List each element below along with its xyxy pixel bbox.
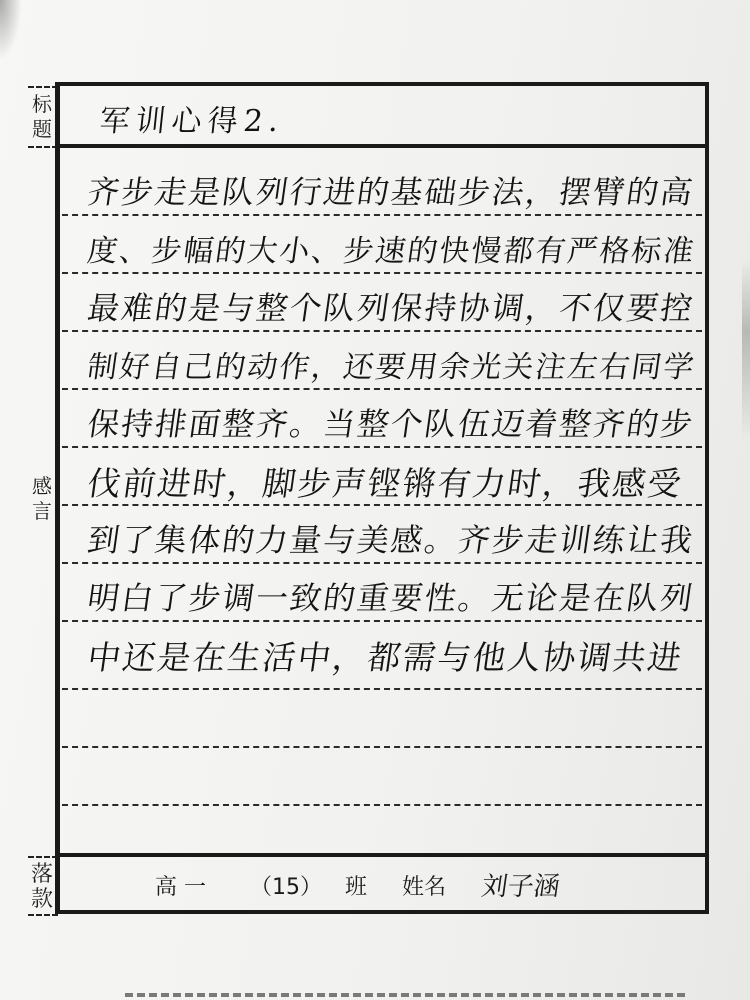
- handwritten-line-5: 保持排面整齐。当整个队伍迈着整齐的步: [85, 407, 697, 443]
- handwritten-line-4: 制好自己的动作，还要用余光关注左右同学: [85, 350, 698, 385]
- writing-line: [62, 620, 702, 622]
- signoff-class-label: 班: [345, 875, 368, 900]
- page-edge-shadow: [742, 260, 750, 440]
- side-rule: [28, 856, 58, 858]
- signoff-name: [479, 866, 562, 903]
- label-signoff: 落款: [30, 862, 53, 912]
- writing-line: [62, 214, 702, 216]
- page-bottom-dash: [125, 993, 685, 997]
- label-feelings: 感言: [32, 474, 52, 523]
- side-rule: [28, 86, 58, 88]
- handwritten-line-1: 齐步走是队列行进的基础步法，摆臂的高: [85, 175, 697, 211]
- scan-shadow: [0, 0, 22, 60]
- writing-line: [62, 272, 702, 274]
- label-title: 标题: [32, 92, 52, 141]
- signoff-name-label: 姓名: [402, 875, 447, 900]
- handwritten-line-8: 明白了步调一致的重要性。无论是在队列: [85, 581, 697, 617]
- handwritten-line-3: 最难的是与整个队列保持协调，不仅要控: [85, 291, 697, 327]
- signature-name: 刘子涵: [479, 872, 562, 902]
- writing-line: [62, 804, 702, 806]
- side-rule: [28, 146, 58, 148]
- essay-title: 军训心得2.: [97, 104, 287, 139]
- handwritten-line-6: 伐前进时，脚步声铿锵有力时，我感受: [84, 464, 686, 503]
- writing-line: [62, 746, 702, 748]
- side-rule: [28, 914, 58, 916]
- writing-line: [62, 330, 702, 332]
- handwritten-line-9: 中还是在生活中，都需与他人协调共进: [84, 638, 686, 677]
- handwritten-line-2: 度、步幅的大小、步速的快慢都有严格标准: [85, 234, 698, 269]
- signoff-class-number: （15）: [250, 875, 322, 900]
- writing-line: [62, 446, 702, 448]
- writing-line: [62, 388, 702, 390]
- writing-line: [62, 562, 702, 564]
- writing-line: [62, 688, 702, 690]
- signoff-grade: 高 一: [155, 875, 206, 900]
- handwritten-line-7: 到了集体的力量与美感。齐步走训练让我: [85, 523, 697, 559]
